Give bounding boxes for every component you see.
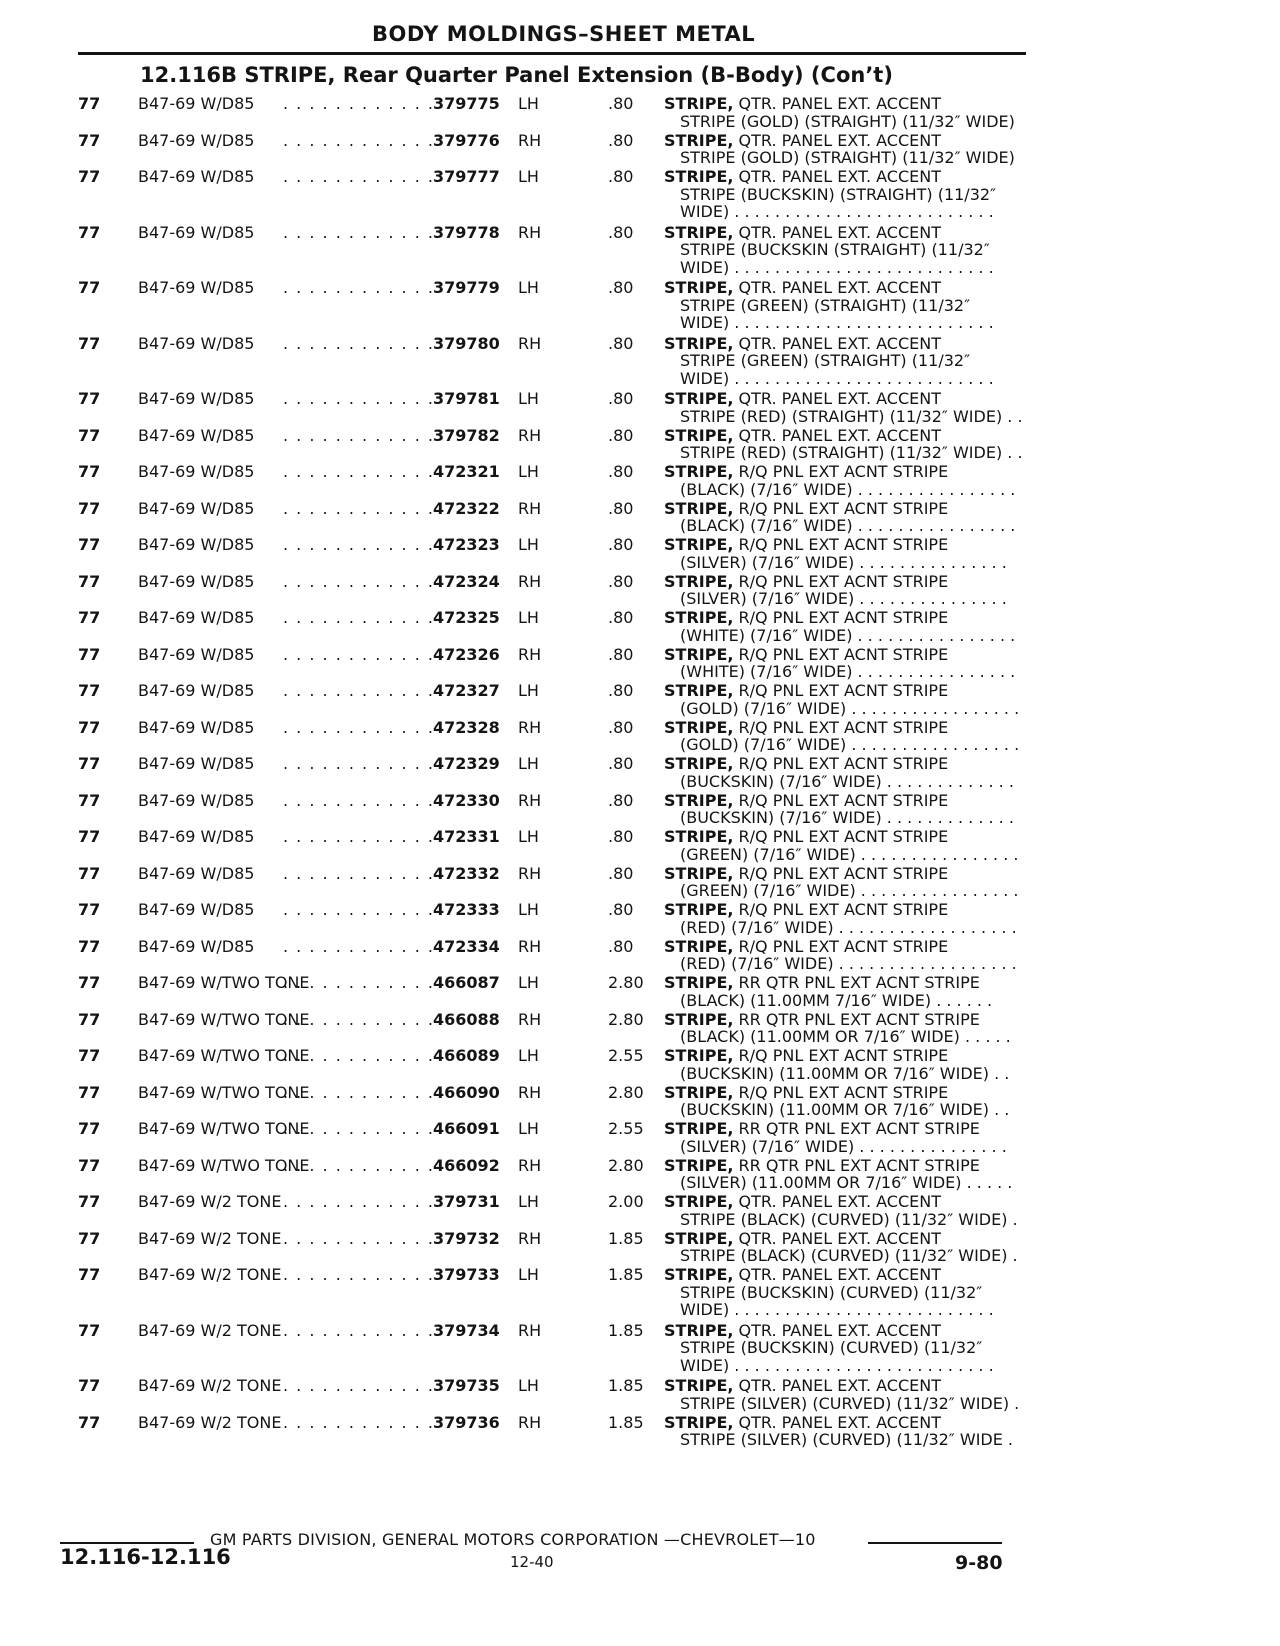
description-continuation: STRIPE (GOLD) (STRAIGHT) (11/32″ WIDE): [680, 111, 1015, 131]
price-cell: 2.55: [608, 1119, 644, 1138]
side-cell: RH: [518, 1320, 542, 1340]
part-number: 472331: [433, 827, 500, 846]
side-cell: LH: [518, 94, 539, 113]
description-continuation: (BUCKSKIN) (11.00MM OR 7/16″ WIDE) . .: [680, 1100, 1010, 1119]
part-number: 466087: [433, 973, 500, 992]
price-cell: .80: [608, 863, 634, 883]
model-cell: B47-69 W/D85: [138, 425, 255, 445]
leader-dots: . . . . . . . . . . . .: [283, 827, 435, 846]
description-line: STRIPE, QTR. PANEL EXT. ACCENT: [664, 1320, 941, 1340]
description-continuation: STRIPE (SILVER) (CURVED) (11/32″ WIDE) .: [680, 1393, 1020, 1413]
leader-dots: . . . . . . . . . . . .: [283, 571, 435, 591]
side-cell: LH: [518, 1119, 539, 1138]
description-line: STRIPE, QTR. PANEL EXT. ACCENT: [664, 94, 941, 113]
part-number: 472323: [433, 535, 500, 554]
year-cell: 77: [78, 1119, 101, 1138]
part-number: 472332: [433, 863, 500, 883]
description-line: STRIPE, QTR. PANEL EXT. ACCENT: [664, 1412, 941, 1432]
leader-dots: . . . . . . . . . . . .: [283, 222, 435, 242]
footer-section-range: 12.116-12.116: [60, 1545, 231, 1569]
description-line: STRIPE, R/Q PNL EXT ACNT STRIPE: [664, 1046, 949, 1065]
footer-rule-left: [60, 1542, 194, 1544]
year-cell: 77: [78, 278, 101, 297]
price-cell: .80: [608, 571, 634, 591]
description-line: STRIPE, R/Q PNL EXT ACNT STRIPE: [664, 535, 949, 554]
part-number: 379777: [433, 167, 500, 186]
description-continuation: STRIPE (BUCKSKIN) (CURVED) (11/32″: [680, 1282, 983, 1302]
leader-dots: . . . . . . . . . . . .: [283, 608, 435, 627]
part-number: 466088: [433, 1009, 500, 1029]
footer-publisher: GM PARTS DIVISION, GENERAL MOTORS CORPORATION —CHEVROLET—10: [210, 1530, 816, 1549]
year-cell: 77: [78, 1265, 101, 1284]
model-cell: B47-69 W/D85: [138, 278, 255, 297]
year-cell: 77: [78, 790, 101, 810]
year-cell: 77: [78, 900, 101, 919]
price-cell: 1.85: [608, 1228, 644, 1248]
price-cell: 2.00: [608, 1192, 644, 1211]
model-cell: B47-69 W/D85: [138, 608, 255, 627]
description-line: STRIPE, R/Q PNL EXT ACNT STRIPE: [664, 754, 949, 773]
price-cell: .80: [608, 425, 634, 445]
side-cell: LH: [518, 462, 539, 481]
part-number: 379732: [433, 1228, 500, 1248]
year-cell: 77: [78, 1320, 101, 1340]
footer-rule-right: [868, 1542, 1002, 1544]
part-number: 379778: [433, 222, 500, 242]
side-cell: LH: [518, 754, 539, 773]
model-cell: B47-69 W/D85: [138, 754, 255, 773]
leader-dots: . . . . . . . . . . . .: [283, 973, 435, 992]
page-header-title: BODY MOLDINGS–SHEET METAL: [372, 22, 756, 46]
price-cell: .80: [608, 167, 634, 186]
description-continuation: (SILVER) (7/16″ WIDE) . . . . . . . . . . . . . . .: [680, 1136, 1007, 1156]
model-cell: B47-69 W/D85: [138, 681, 255, 700]
description-continuation: (SILVER) (7/16″ WIDE) . . . . . . . . . . . . . . .: [680, 552, 1007, 572]
description-line: STRIPE, QTR. PANEL EXT. ACCENT: [664, 222, 941, 242]
description-line: STRIPE, R/Q PNL EXT ACNT STRIPE: [664, 717, 949, 737]
leader-dots: . . . . . . . . . . . .: [283, 1320, 435, 1340]
model-cell: B47-69 W/D85: [138, 498, 255, 518]
leader-dots: . . . . . . . . . . . .: [283, 1082, 435, 1102]
part-number: 466090: [433, 1082, 500, 1102]
side-cell: RH: [518, 717, 542, 737]
side-cell: RH: [518, 425, 542, 445]
description-continuation: WIDE) . . . . . . . . . . . . . . . . . . . . . . . . . .: [680, 313, 994, 332]
description-line: STRIPE, QTR. PANEL EXT. ACCENT: [664, 1265, 941, 1284]
description-continuation: (SILVER) (11.00MM OR 7/16″ WIDE) . . . . .: [680, 1173, 1013, 1192]
price-cell: .80: [608, 462, 634, 481]
leader-dots: . . . . . . . . . . . .: [283, 1119, 435, 1138]
part-number: 379780: [433, 333, 500, 353]
description-line: STRIPE, R/Q PNL EXT ACNT STRIPE: [664, 1082, 949, 1102]
model-cell: B47-69 W/D85: [138, 535, 255, 554]
year-cell: 77: [78, 94, 101, 113]
footer-page-number: 12-40: [510, 1553, 554, 1571]
description-continuation: (WHITE) (7/16″ WIDE) . . . . . . . . . . . . . . . .: [680, 662, 1016, 681]
model-cell: B47-69 W/D85: [138, 900, 255, 919]
description-line: STRIPE, RR QTR PNL EXT ACNT STRIPE: [664, 973, 980, 992]
model-cell: B47-69 W/D85: [138, 936, 255, 956]
model-cell: B47-69 W/D85: [138, 167, 255, 186]
description-continuation: (RED) (7/16″ WIDE) . . . . . . . . . . . . . . . . . .: [680, 954, 1017, 973]
side-cell: LH: [518, 1265, 539, 1284]
model-cell: B47-69 W/D85: [138, 130, 255, 150]
part-number: 379776: [433, 130, 500, 150]
side-cell: RH: [518, 1155, 542, 1175]
side-cell: RH: [518, 1412, 542, 1432]
leader-dots: . . . . . . . . . . . .: [283, 94, 435, 113]
leader-dots: . . . . . . . . . . . .: [283, 1046, 435, 1065]
price-cell: 1.85: [608, 1412, 644, 1432]
description-continuation: (BLACK) (11.00MM OR 7/16″ WIDE) . . . . .: [680, 1027, 1011, 1046]
model-cell: B47-69 W/TWO TONE: [138, 1046, 310, 1065]
model-cell: B47-69 W/2 TONE: [138, 1265, 282, 1284]
leader-dots: . . . . . . . . . . . .: [283, 130, 435, 150]
description-continuation: WIDE) . . . . . . . . . . . . . . . . . . . . . . . . . .: [680, 368, 994, 388]
model-cell: B47-69 W/D85: [138, 717, 255, 737]
description-line: STRIPE, RR QTR PNL EXT ACNT STRIPE: [664, 1119, 980, 1138]
part-number: 466089: [433, 1046, 500, 1065]
description-continuation: WIDE) . . . . . . . . . . . . . . . . . . . . . . . . . .: [680, 1355, 994, 1375]
part-number: 379781: [433, 389, 500, 408]
model-cell: B47-69 W/TWO TONE: [138, 1119, 310, 1138]
description-continuation: (BLACK) (7/16″ WIDE) . . . . . . . . . . . . . . . .: [680, 479, 1016, 499]
side-cell: RH: [518, 1009, 542, 1029]
part-number: 472330: [433, 790, 500, 810]
side-cell: RH: [518, 790, 542, 810]
year-cell: 77: [78, 717, 101, 737]
model-cell: B47-69 W/TWO TONE: [138, 1082, 310, 1102]
part-number: 379736: [433, 1412, 500, 1432]
side-cell: RH: [518, 863, 542, 883]
leader-dots: . . . . . . . . . . . .: [283, 1412, 435, 1432]
leader-dots: . . . . . . . . . . . .: [283, 1155, 435, 1175]
side-cell: LH: [518, 1376, 539, 1395]
description-line: STRIPE, QTR. PANEL EXT. ACCENT: [664, 425, 941, 445]
description-line: STRIPE, QTR. PANEL EXT. ACCENT: [664, 389, 941, 408]
model-cell: B47-69 W/D85: [138, 863, 255, 883]
side-cell: RH: [518, 222, 542, 242]
leader-dots: . . . . . . . . . . . .: [283, 754, 435, 773]
leader-dots: . . . . . . . . . . . .: [283, 900, 435, 919]
model-cell: B47-69 W/TWO TONE: [138, 1155, 310, 1175]
side-cell: LH: [518, 535, 539, 554]
year-cell: 77: [78, 167, 101, 186]
price-cell: .80: [608, 717, 634, 737]
side-cell: LH: [518, 1046, 539, 1065]
part-number: 379733: [433, 1265, 500, 1284]
description-continuation: STRIPE (BUCKSKIN (STRAIGHT) (11/32″: [680, 240, 990, 259]
leader-dots: . . . . . . . . . . . .: [283, 462, 435, 481]
description-continuation: (BUCKSKIN) (7/16″ WIDE) . . . . . . . . . . . . .: [680, 771, 1014, 791]
price-cell: 2.80: [608, 1009, 644, 1029]
side-cell: LH: [518, 973, 539, 992]
side-cell: RH: [518, 571, 542, 591]
price-cell: .80: [608, 936, 634, 956]
side-cell: LH: [518, 278, 539, 297]
price-cell: .80: [608, 900, 634, 919]
year-cell: 77: [78, 1046, 101, 1065]
year-cell: 77: [78, 644, 101, 664]
price-cell: 1.85: [608, 1265, 644, 1284]
model-cell: B47-69 W/D85: [138, 790, 255, 810]
description-line: STRIPE, R/Q PNL EXT ACNT STRIPE: [664, 790, 949, 810]
price-cell: .80: [608, 754, 634, 773]
description-line: STRIPE, R/Q PNL EXT ACNT STRIPE: [664, 936, 949, 956]
description-line: STRIPE, R/Q PNL EXT ACNT STRIPE: [664, 681, 949, 700]
year-cell: 77: [78, 222, 101, 242]
description-line: STRIPE, R/Q PNL EXT ACNT STRIPE: [664, 571, 949, 591]
model-cell: B47-69 W/2 TONE: [138, 1320, 282, 1340]
description-line: STRIPE, QTR. PANEL EXT. ACCENT: [664, 1228, 941, 1248]
description-line: STRIPE, R/Q PNL EXT ACNT STRIPE: [664, 863, 949, 883]
leader-dots: . . . . . . . . . . . .: [283, 936, 435, 956]
description-continuation: STRIPE (GREEN) (STRAIGHT) (11/32″: [680, 295, 971, 315]
side-cell: RH: [518, 936, 542, 956]
side-cell: RH: [518, 644, 542, 664]
price-cell: 2.55: [608, 1046, 644, 1065]
side-cell: LH: [518, 900, 539, 919]
description-line: STRIPE, QTR. PANEL EXT. ACCENT: [664, 278, 941, 297]
description-line: STRIPE, RR QTR PNL EXT ACNT STRIPE: [664, 1009, 980, 1029]
year-cell: 77: [78, 973, 101, 992]
year-cell: 77: [78, 535, 101, 554]
side-cell: LH: [518, 827, 539, 846]
leader-dots: . . . . . . . . . . . .: [283, 425, 435, 445]
part-number: 379734: [433, 1320, 500, 1340]
part-number: 379735: [433, 1376, 500, 1395]
model-cell: B47-69 W/D85: [138, 571, 255, 591]
year-cell: 77: [78, 1376, 101, 1395]
description-continuation: STRIPE (BLACK) (CURVED) (11/32″ WIDE) .: [680, 1246, 1018, 1265]
leader-dots: . . . . . . . . . . . .: [283, 389, 435, 408]
part-number: 466091: [433, 1119, 500, 1138]
price-cell: .80: [608, 827, 634, 846]
price-cell: .80: [608, 681, 634, 700]
price-cell: 2.80: [608, 1082, 644, 1102]
description-line: STRIPE, R/Q PNL EXT ACNT STRIPE: [664, 900, 949, 919]
side-cell: LH: [518, 608, 539, 627]
price-cell: .80: [608, 608, 634, 627]
price-cell: 1.85: [608, 1320, 644, 1340]
leader-dots: . . . . . . . . . . . .: [283, 1009, 435, 1029]
year-cell: 77: [78, 425, 101, 445]
side-cell: RH: [518, 1082, 542, 1102]
description-continuation: STRIPE (RED) (STRAIGHT) (11/32″ WIDE) . .: [680, 406, 1023, 426]
description-continuation: (BLACK) (7/16″ WIDE) . . . . . . . . . . . . . . . .: [680, 516, 1016, 535]
leader-dots: . . . . . . . . . . . .: [283, 1265, 435, 1284]
year-cell: 77: [78, 333, 101, 353]
description-continuation: (BUCKSKIN) (11.00MM OR 7/16″ WIDE) . .: [680, 1063, 1010, 1083]
part-number: 466092: [433, 1155, 500, 1175]
description-continuation: (BLACK) (11.00MM 7/16″ WIDE) . . . . . .: [680, 990, 993, 1010]
description-continuation: (BUCKSKIN) (7/16″ WIDE) . . . . . . . . . . . . .: [680, 808, 1014, 827]
year-cell: 77: [78, 827, 101, 846]
price-cell: .80: [608, 498, 634, 518]
description-continuation: STRIPE (SILVER) (CURVED) (11/32″ WIDE .: [680, 1430, 1014, 1449]
year-cell: 77: [78, 498, 101, 518]
year-cell: 77: [78, 863, 101, 883]
leader-dots: . . . . . . . . . . . .: [283, 1192, 435, 1211]
price-cell: .80: [608, 389, 634, 408]
year-cell: 77: [78, 1412, 101, 1432]
leader-dots: . . . . . . . . . . . .: [283, 1228, 435, 1248]
part-number: 379779: [433, 278, 500, 297]
year-cell: 77: [78, 130, 101, 150]
model-cell: B47-69 W/D85: [138, 827, 255, 846]
footer-date: 9-80: [955, 1552, 1003, 1574]
leader-dots: . . . . . . . . . . . .: [283, 681, 435, 700]
leader-dots: . . . . . . . . . . . .: [283, 863, 435, 883]
model-cell: B47-69 W/2 TONE: [138, 1192, 282, 1211]
description-continuation: (GOLD) (7/16″ WIDE) . . . . . . . . . . . . . . . . .: [680, 735, 1020, 754]
part-number: 472334: [433, 936, 500, 956]
model-cell: B47-69 W/D85: [138, 222, 255, 242]
description-line: STRIPE, R/Q PNL EXT ACNT STRIPE: [664, 827, 949, 846]
leader-dots: . . . . . . . . . . . .: [283, 1376, 435, 1395]
model-cell: B47-69 W/D85: [138, 333, 255, 353]
part-number: 472321: [433, 462, 500, 481]
year-cell: 77: [78, 1009, 101, 1029]
model-cell: B47-69 W/D85: [138, 94, 255, 113]
part-number: 472322: [433, 498, 500, 518]
leader-dots: . . . . . . . . . . . .: [283, 790, 435, 810]
description-line: STRIPE, RR QTR PNL EXT ACNT STRIPE: [664, 1155, 980, 1175]
year-cell: 77: [78, 1228, 101, 1248]
model-cell: B47-69 W/2 TONE: [138, 1228, 282, 1248]
part-number: 472329: [433, 754, 500, 773]
description-line: STRIPE, R/Q PNL EXT ACNT STRIPE: [664, 644, 949, 664]
year-cell: 77: [78, 462, 101, 481]
description-continuation: STRIPE (BUCKSKIN) (CURVED) (11/32″: [680, 1338, 983, 1357]
side-cell: RH: [518, 333, 542, 353]
description-continuation: (GOLD) (7/16″ WIDE) . . . . . . . . . . . . . . . . .: [680, 698, 1020, 718]
description-continuation: (SILVER) (7/16″ WIDE) . . . . . . . . . . . . . . .: [680, 589, 1007, 608]
year-cell: 77: [78, 608, 101, 627]
price-cell: .80: [608, 790, 634, 810]
price-cell: .80: [608, 278, 634, 297]
leader-dots: . . . . . . . . . . . .: [283, 717, 435, 737]
year-cell: 77: [78, 936, 101, 956]
side-cell: LH: [518, 167, 539, 186]
description-continuation: STRIPE (GOLD) (STRAIGHT) (11/32″ WIDE): [680, 148, 1015, 167]
model-cell: B47-69 W/D85: [138, 462, 255, 481]
part-number: 472324: [433, 571, 500, 591]
side-cell: RH: [518, 1228, 542, 1248]
description-continuation: (RED) (7/16″ WIDE) . . . . . . . . . . . . . . . . . .: [680, 917, 1017, 937]
year-cell: 77: [78, 1192, 101, 1211]
leader-dots: . . . . . . . . . . . .: [283, 498, 435, 518]
description-line: STRIPE, R/Q PNL EXT ACNT STRIPE: [664, 608, 949, 627]
description-continuation: WIDE) . . . . . . . . . . . . . . . . . . . . . . . . . .: [680, 257, 994, 277]
model-cell: B47-69 W/TWO TONE: [138, 1009, 310, 1029]
leader-dots: . . . . . . . . . . . .: [283, 167, 435, 186]
model-cell: B47-69 W/D85: [138, 644, 255, 664]
year-cell: 77: [78, 389, 101, 408]
description-line: STRIPE, QTR. PANEL EXT. ACCENT: [664, 167, 941, 186]
description-continuation: WIDE) . . . . . . . . . . . . . . . . . . . . . . . . . .: [680, 202, 994, 221]
description-continuation: WIDE) . . . . . . . . . . . . . . . . . . . . . . . . . .: [680, 1300, 994, 1319]
description-continuation: STRIPE (BLACK) (CURVED) (11/32″ WIDE) .: [680, 1209, 1018, 1229]
part-number: 472326: [433, 644, 500, 664]
side-cell: LH: [518, 389, 539, 408]
leader-dots: . . . . . . . . . . . .: [283, 333, 435, 353]
part-number: 472328: [433, 717, 500, 737]
year-cell: 77: [78, 1082, 101, 1102]
section-title: 12.116B STRIPE, Rear Quarter Panel Extension (B-Body) (Con’t): [140, 63, 893, 87]
header-rule: [78, 52, 1026, 55]
description-line: STRIPE, QTR. PANEL EXT. ACCENT: [664, 1376, 941, 1395]
model-cell: B47-69 W/2 TONE: [138, 1376, 282, 1395]
side-cell: LH: [518, 1192, 539, 1211]
description-continuation: STRIPE (BUCKSKIN) (STRAIGHT) (11/32″: [680, 184, 997, 204]
price-cell: .80: [608, 130, 634, 150]
leader-dots: . . . . . . . . . . . .: [283, 535, 435, 554]
price-cell: .80: [608, 222, 634, 242]
description-continuation: (GREEN) (7/16″ WIDE) . . . . . . . . . . . . . . . .: [680, 844, 1019, 864]
price-cell: 2.80: [608, 1155, 644, 1175]
description-continuation: (WHITE) (7/16″ WIDE) . . . . . . . . . . . . . . . .: [680, 625, 1016, 645]
price-cell: 1.85: [608, 1376, 644, 1395]
price-cell: .80: [608, 333, 634, 353]
model-cell: B47-69 W/D85: [138, 389, 255, 408]
year-cell: 77: [78, 1155, 101, 1175]
price-cell: 2.80: [608, 973, 644, 992]
year-cell: 77: [78, 681, 101, 700]
part-number: 379782: [433, 425, 500, 445]
model-cell: B47-69 W/TWO TONE: [138, 973, 310, 992]
description-continuation: STRIPE (RED) (STRAIGHT) (11/32″ WIDE) . .: [680, 443, 1023, 462]
model-cell: B47-69 W/2 TONE: [138, 1412, 282, 1432]
year-cell: 77: [78, 754, 101, 773]
price-cell: .80: [608, 644, 634, 664]
part-number: 472333: [433, 900, 500, 919]
leader-dots: . . . . . . . . . . . .: [283, 644, 435, 664]
description-continuation: STRIPE (GREEN) (STRAIGHT) (11/32″: [680, 351, 971, 370]
year-cell: 77: [78, 571, 101, 591]
description-line: STRIPE, QTR. PANEL EXT. ACCENT: [664, 130, 941, 150]
side-cell: RH: [518, 130, 542, 150]
description-line: STRIPE, R/Q PNL EXT ACNT STRIPE: [664, 462, 949, 481]
leader-dots: . . . . . . . . . . . .: [283, 278, 435, 297]
part-number: 379775: [433, 94, 500, 113]
description-continuation: (GREEN) (7/16″ WIDE) . . . . . . . . . . . . . . . .: [680, 881, 1019, 900]
side-cell: RH: [518, 498, 542, 518]
description-line: STRIPE, QTR. PANEL EXT. ACCENT: [664, 333, 941, 353]
description-line: STRIPE, R/Q PNL EXT ACNT STRIPE: [664, 498, 949, 518]
side-cell: LH: [518, 681, 539, 700]
price-cell: .80: [608, 535, 634, 554]
price-cell: .80: [608, 94, 634, 113]
description-line: STRIPE, QTR. PANEL EXT. ACCENT: [664, 1192, 941, 1211]
part-number: 472327: [433, 681, 500, 700]
part-number: 472325: [433, 608, 500, 627]
part-number: 379731: [433, 1192, 500, 1211]
